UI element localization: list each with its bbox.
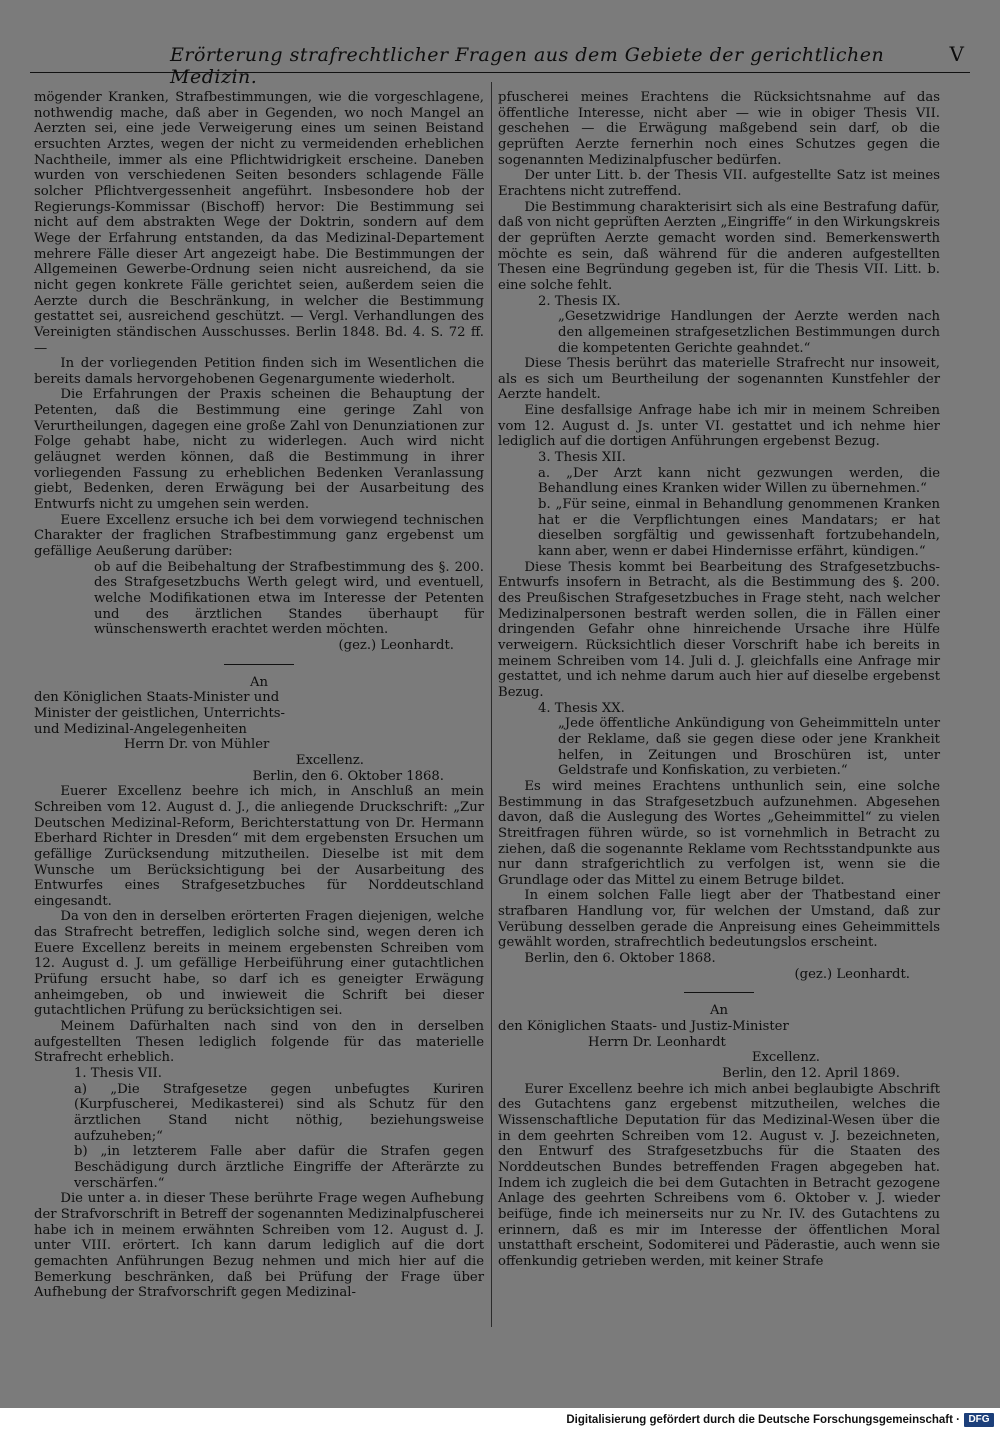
funding-credit: Digitalisierung gefördert durch die Deutsche Forschungsgemeinschaft · (566, 1414, 960, 1426)
letter-date: Berlin, den 6. Oktober 1868. (524, 951, 716, 967)
thesis-item: b. „Für seine, einmal in Behandlung genommenen Kranken hat er die Verpflichtungen eines Mandatars; er hat dieselben sorgfältig und gewissenhaft fortzubehandeln, kann aber, wenn er dabei Hindernisse erfährt, kündigen.“ (538, 497, 940, 560)
address-name: Herrn Dr. von Mühler (124, 737, 270, 753)
signature: (gez.) Leonhardt. (794, 966, 910, 982)
section-rule (224, 664, 294, 665)
thesis-quote: „Gesetzwidrige Handlungen der Aerzte werden nach den allgemeinen strafgesetzlichen Bestimmungen durch die kompetenten Gerichte geahndet.“ (558, 309, 940, 356)
paragraph: Eine desfallsige Anfrage habe ich mir in meinem Schreiben vom 12. August d. Js. unter VI. gestattet und ich nehme hier lediglich auf die dortigen Anführungen ergebenst Bezug. (498, 403, 940, 450)
paragraph: Der unter Litt. b. der Thesis VII. aufgestellte Satz ist meines Erachtens nicht zutreffend. (498, 168, 940, 199)
dfg-logo: DFG (964, 1413, 994, 1427)
address-recipient: den Königlichen Staats-Minister und Minister der geistlichen, Unterrichts- und Medizinal-Angelegenheiten (34, 690, 286, 737)
paragraph: Es wird meines Erachtens unthunlich sein, eine solche Bestimmung in das Strafgesetzbuch aufzunehmen. Abgesehen davon, daß die Auslegung des Wortes „Geheimmittel“ zu vielen Streitfragen führen würde, so ist vornehmlich in Betracht zu ziehen, daß die sogenannte Reklame vom Rechtsstandpunkte aus nur dann strafgerichtlich zu verfolgen ist, wenn sie die Grundlage oder das Mittel zu einem Betruge bildet. (498, 778, 940, 888)
footer-bar (0, 1408, 1000, 1432)
address-excellenz: Excellenz. (751, 1050, 820, 1066)
address-excellenz: Excellenz. (295, 752, 364, 768)
thesis-heading: 3. Thesis XII. (538, 450, 626, 466)
page-number: V (949, 42, 964, 66)
address-name: Herrn Dr. Leonhardt (588, 1034, 726, 1050)
section-rule (684, 992, 754, 993)
thesis-heading: 2. Thesis IX. (538, 293, 621, 309)
thesis-heading: 4. Thesis XX. (538, 700, 625, 716)
letter-date: Berlin, den 12. April 1869. (722, 1066, 900, 1082)
thesis-item: a. „Der Arzt kann nicht gezwungen werden, die Behandlung eines Kranken wider Willen zu übernehmen.“ (538, 465, 940, 497)
thesis-heading: 1. Thesis VII. (74, 1066, 162, 1082)
paragraph: Diese Thesis kommt bei Bearbeitung des Strafgesetzbuchs-Entwurfs insofern in Betracht, als die Bestimmung des §. 200. des Preußischen Strafgesetzbuches in Frage steht, nach welcher Medizinalpersonen bestraft werden sollen, die in Fällen einer dringenden Gefahr ohne hinreichende Ursache ihre Hülfe verweigern. Rücksichtlich dieser Vorschrift habe ich bereits in meinem Schreiben vom 14. Juli d. J. gleichfalls eine Anfrage mir gestattet, und ich nehme darum auch hier auf dieselbe ergebenst Bezug. (498, 559, 940, 700)
paragraph: pfuscherei meines Erachtens die Rücksichtsnahme auf das öffentliche Interesse, nicht aber — wie in obiger Thesis VII. geschehen — die Erwägung maßgebend sein darf, ob die geprüften Aerzte fernerhin noch eines Schutzes gegen die sogenannten Medizinalpfuscher bedürfen. (498, 90, 940, 168)
paragraph: In einem solchen Falle liegt aber der Thatbestand einer strafbaren Handlung vor, für welchen der Umstand, daß zur Verübung desselben gerade die Anpreisung eines Geheimmittels gewählt worden, strafrechtlich bedeutungslos erscheint. (498, 888, 940, 951)
address-an: An (709, 1003, 729, 1019)
paragraph: In der vorliegenden Petition finden sich im Wesentlichen die bereits damals hervorgehobenen Gegenargumente wiederholt. (34, 356, 484, 387)
thesis-item: a) „Die Strafgesetze gegen unbefugtes Kuriren (Kurpfuscherei, Medikasterei) sind als Schutz für den ärztlichen Stand nicht nöthig, beziehungsweise aufzuheben;“ (74, 1081, 484, 1144)
quoted-request: ob auf die Beibehaltung der Strafbestimmung des §. 200. des Strafgesetzbuchs Werth gelegt wird, und eventuell, welche Modifikationen etwa im Interesse der Petenten und des ärztlichen Standes überhaupt für wünschenswerth erachtet werden möchten. (94, 559, 484, 638)
paragraph: Euerer Excellenz beehre ich mich, in Anschluß an mein Schreiben vom 12. August d. J., die anliegende Druckschrift: „Zur Deutschen Medizinal-Reform, Berichterstattung von Dr. Hermann Eberhard Richter in Dresden“ mit dem ergebensten Ersuchen um gefällige Zurücksendung mitzutheilen. Dieselbe ist mit dem Wunsche um Berücksichtigung bei der Ausarbeitung des Entwurfes eines Strafgesetzbuches für Norddeutschland eingesandt. (34, 784, 484, 909)
letter-date: Berlin, den 6. Oktober 1868. (252, 768, 444, 784)
paragraph: Da von den in derselben erörterten Fragen diejenigen, welche das Strafrecht betreffen, lediglich solche sind, wegen deren ich Euere Excellenz bereits in meinem ergebensten Schreiben vom 12. August d. J. um gefällige Herbeiführung einer gutachtlichen Prüfung ersucht habe, so darf ich es geneigter Erwägung anheimgeben, ob und inwieweit die Schrift bei dieser gutachtlichen Prüfung zu berücksichtigen sei. (34, 909, 484, 1019)
paragraph: Die unter a. in dieser These berührte Frage wegen Aufhebung der Strafvorschrift in Betreff der sogenannten Medizinalpfuscherei habe ich in meinem erwähnten Schreiben vom 12. August d. J. unter VIII. erörtert. Ich kann darum lediglich auf die dort gemachten Anführungen Bezug nehmen und mich hier auf die Bemerkung beschränken, daß bei Prüfung der Frage über Aufhebung der Strafvorschrift gegen Medizinal- (34, 1191, 484, 1301)
paragraph: Euere Excellenz ersuche ich bei dem vorwiegend technischen Charakter der fraglichen Strafbestimmung ganz ergebenst um gefällige Aeußerung darüber: (34, 512, 484, 560)
paragraph: Die Erfahrungen der Praxis scheinen die Behauptung der Petenten, daß die Bestimmung eine geringe Zahl von Verurtheilungen, dagegen eine große Zahl von Denunziationen zur Folge gehabt habe, nicht zu widerlegen. Auch wird nicht geläugnet werden können, daß die Bestimmung in ihrer vorliegenden Fassung zu erheblichen Bedenken Veranlassung giebt, Bedenken, deren Erwägung bei der Ausarbeitung des Entwurfs nicht zu umgehen sein werden. (34, 387, 484, 513)
thesis-item: b) „in letzterem Falle aber dafür die Strafen gegen Beschädigung durch ärztliche Eingriffe der Afterärzte zu verschärfen.“ (74, 1144, 484, 1191)
paragraph: Die Bestimmung charakterisirt sich als eine Bestrafung dafür, daß von nicht geprüften Aerzten „Eingriffe“ in den Wirkungskreis der geprüften Aerzte gemacht worden sind. Bemerkenswerth möchte es sein, daß während für die anderen aufgestellten Thesen eine Begründung gegeben ist, für die Thesis VII. Litt. b. eine solche fehlt. (498, 199, 940, 293)
paragraph: mögender Kranken, Strafbestimmungen, wie die vorgeschlagene, nothwendig mache, daß aber in Gegenden, wo noch Mangel an Aerzten sei, eine jede Verweigerung eines um seinen Beistand ersuchten Arztes, wegen der nicht zu vermeidenden erheblichen Nachtheile, immer als eine Pflichtwidrigkeit erscheine. Daneben wurden von verschiedenen Seiten besonders schlagende Fälle solcher Pflichtvergessenheit angeführt. Insbesondere hob der Regierungs-Kommissar (Bischoff) hervor: Die Bestimmung sei nicht auf dem abstrakten Wege der Doktrin, sondern auf dem Wege der Erfahrung entstanden, da das Medizinal-Departement mehrere Fälle dieser Art angezeigt habe. Die Bestimmungen der Allgemeinen Gewerbe-Ordnung seien nicht ausreichend, da sie nicht gegen konkrete Fälle gerichtet seien, außerdem seien die Aerzte durch die Beschränkung, in welcher die Bestimmung gestattet sei, ausreichend geschützt. — Vergl. Verhandlungen des Vereinigten ständischen Ausschusses. Berlin 1848. Bd. 4. S. 72 ff. — (34, 90, 484, 356)
paragraph: Meinem Dafürhalten nach sind von den in derselben aufgestellten Thesen lediglich folgende für das materielle Strafrecht erheblich. (34, 1019, 484, 1066)
running-title: Erörterung strafrechtlicher Fragen aus dem Gebiete der gerichtlichen Medizin. (170, 44, 885, 88)
column-divider (491, 82, 492, 1327)
thesis-quote: „Jede öffentliche Ankündigung von Geheimmitteln unter der Reklame, daß sie gegen diese oder jene Krankheit helfen, in Zeitungen und Broschüren ist, unter Geldstrafe und Konfiskation, zu verbieten.“ (558, 716, 940, 779)
address-recipient: den Königlichen Staats- und Justiz-Minister (498, 1019, 789, 1035)
address-an: An (249, 674, 269, 690)
paragraph: Eurer Excellenz beehre ich mich anbei beglaubigte Abschrift des Gutachtens ganz ergebenst mitzutheilen, welches die Wissenschaftliche Deputation für das Medizinal-Wesen über die in dem geehrten Schreiben vom 12. August v. J. bezeichneten, den Entwurf des Strafgesetzbuchs für die Staaten des Norddeutschen Bundes betreffenden Fragen abgegeben hat. Indem ich zugleich die bei dem Gutachten in Betracht gezogene Anlage des geehrten Schreibens vom 6. Oktober v. J. wieder beifüge, finde ich meinerseits nur zu Nr. IV. des Gutachtens zu erinnern, daß es mir im Interesse der öffentlichen Moral unstatthaft erscheint, Sodomiterei und Päderastie, auch wenn sie offenkundig getrieben werden, mit keiner Strafe (498, 1081, 940, 1269)
right-column (498, 90, 940, 1270)
paragraph: Diese Thesis berührt das materielle Strafrecht nur insoweit, als es sich um Beurtheilung der sogenannten Kunstfehler der Aerzte handelt. (498, 356, 940, 403)
running-header (30, 38, 970, 88)
signature: (gez.) Leonhardt. (338, 637, 454, 653)
left-column (34, 90, 484, 1301)
